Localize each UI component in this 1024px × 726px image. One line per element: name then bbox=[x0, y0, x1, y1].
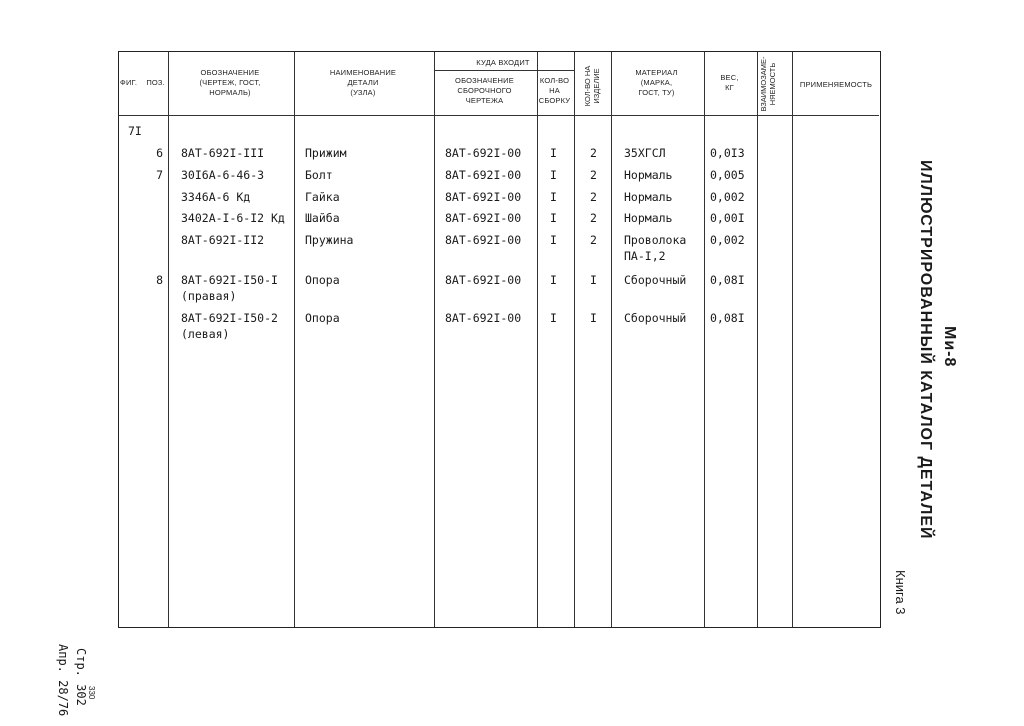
side-model: Ми-8 bbox=[941, 326, 958, 368]
cell-qty-asm: I bbox=[550, 190, 557, 204]
col-divider bbox=[574, 52, 575, 627]
cell-material: Нормаль bbox=[624, 190, 673, 204]
cell-weight: 0,08I bbox=[710, 273, 745, 287]
cell-weight: 0,0I3 bbox=[710, 146, 745, 160]
header-divider bbox=[119, 115, 879, 116]
cell-assembly: 8АТ-692I-00 bbox=[445, 211, 522, 225]
cell-name: Прижим bbox=[305, 146, 347, 160]
cell-designation: 30I6А-6-46-3 bbox=[181, 168, 265, 182]
header-fig-pos bbox=[118, 78, 167, 88]
cell-designation: 8АТ-692I-III bbox=[181, 146, 265, 160]
cell-assembly: 8АТ-692I-00 bbox=[445, 168, 522, 182]
col-divider bbox=[434, 52, 435, 627]
col-divider bbox=[792, 52, 793, 627]
cell-name: Гайка bbox=[305, 190, 340, 204]
cell-designation: 8АТ-692I-I50-I (правая) bbox=[181, 273, 278, 303]
cell-material: Сборочный bbox=[624, 311, 687, 325]
cell-name: Пружина bbox=[305, 233, 354, 247]
cell-qty-prod: 2 bbox=[590, 190, 597, 204]
cell-qty-prod: I bbox=[590, 311, 597, 325]
cell-pos: 7 bbox=[156, 168, 163, 182]
header-qty-product: КОЛ-ВО НА ИЗДЕЛИЕ bbox=[583, 65, 601, 107]
cell-qty-asm: I bbox=[550, 233, 557, 247]
cell-pos: 6 bbox=[156, 146, 163, 160]
cell-name: Опора bbox=[305, 311, 340, 325]
cell-material: Нормаль bbox=[624, 211, 673, 225]
cell-qty-asm: I bbox=[550, 273, 557, 287]
col-divider bbox=[704, 52, 705, 627]
cell-assembly: 8АТ-692I-00 bbox=[445, 273, 522, 287]
cell-weight: 0,08I bbox=[710, 311, 745, 325]
figure-number: 7I bbox=[128, 124, 142, 138]
header-assembly-designation: ОБОЗНАЧЕНИЕ СБОРОЧНОГО ЧЕРТЕЖА bbox=[455, 76, 514, 105]
cell-name: Болт bbox=[305, 168, 333, 182]
cell-name: Опора bbox=[305, 273, 340, 287]
cell-qty-prod: 2 bbox=[590, 146, 597, 160]
col-divider bbox=[168, 52, 169, 627]
cell-qty-asm: I bbox=[550, 168, 557, 182]
cell-designation: 8АТ-692I-II2 bbox=[181, 233, 265, 247]
page-number: Стр. 302 bbox=[74, 648, 88, 706]
cell-assembly: 8АТ-692I-00 bbox=[445, 190, 522, 204]
cell-material: Нормаль bbox=[624, 168, 673, 182]
cell-qty-asm: I bbox=[550, 211, 557, 225]
cell-material: Проволока ПА-I,2 bbox=[624, 233, 687, 263]
cell-weight: 0,002 bbox=[710, 190, 745, 204]
header-name: НАИМЕНОВАНИЕ ДЕТАЛИ (УЗЛА) bbox=[329, 68, 397, 97]
col-divider bbox=[294, 52, 295, 627]
cell-assembly: 8АТ-692I-00 bbox=[445, 233, 522, 247]
cell-designation: 8АТ-692I-I50-2 (левая) bbox=[181, 311, 278, 341]
header-designation: ОБОЗНАЧЕНИЕ (ЧЕРТЕЖ, ГОСТ, НОРМАЛЬ) bbox=[199, 68, 261, 97]
header-qty-assembly: КОЛ-ВО НА СБОРКУ bbox=[538, 76, 571, 105]
header-interchangeability: ВЗАИМОЗАМЕ- НЯЕМОСТЬ bbox=[759, 56, 777, 112]
cell-material: Сборочный bbox=[624, 273, 687, 287]
cell-designation: 3402А-I-6-I2 Кд bbox=[181, 211, 285, 225]
cell-weight: 0,005 bbox=[710, 168, 745, 182]
header-applicability: ПРИМЕНЯЕМОСТЬ bbox=[799, 80, 873, 89]
side-book: Книга 3 bbox=[893, 570, 908, 615]
col-divider bbox=[537, 52, 538, 627]
cell-qty-asm: I bbox=[550, 311, 557, 325]
cell-pos: 8 bbox=[156, 273, 163, 287]
sheet-number: 330 bbox=[87, 686, 96, 700]
cell-designation: 3346А-6 Кд bbox=[181, 190, 251, 204]
cell-qty-asm: I bbox=[550, 146, 557, 160]
header-fig: ФИГ. bbox=[120, 78, 138, 87]
cell-qty-prod: 2 bbox=[590, 211, 597, 225]
cell-assembly: 8АТ-692I-00 bbox=[445, 146, 522, 160]
cell-qty-prod: I bbox=[590, 273, 597, 287]
header-pos: ПОЗ. bbox=[146, 78, 165, 87]
cell-qty-prod: 2 bbox=[590, 168, 597, 182]
cell-material: 35ХГСЛ bbox=[624, 146, 666, 160]
revision-date: Апр. 28/76 bbox=[56, 644, 70, 717]
col-divider bbox=[757, 52, 758, 627]
cell-qty-prod: 2 bbox=[590, 233, 597, 247]
side-title: ИЛЛЮСТРИРОВАННЫЙ КАТАЛОГ ДЕТАЛЕЙ bbox=[917, 160, 934, 540]
cell-assembly: 8АТ-692I-00 bbox=[445, 311, 522, 325]
cell-weight: 0,002 bbox=[710, 233, 745, 247]
header-material: МАТЕРИАЛ (МАРКА, ГОСТ, ТУ) bbox=[635, 68, 678, 97]
header-weight: ВЕС, КГ bbox=[720, 73, 739, 92]
cell-name: Шайба bbox=[305, 211, 340, 225]
header-goes-into: КУДА ВХОДИТ bbox=[476, 58, 530, 67]
header-subdivider bbox=[434, 70, 574, 71]
cell-weight: 0,00I bbox=[710, 211, 745, 225]
col-divider bbox=[611, 52, 612, 627]
